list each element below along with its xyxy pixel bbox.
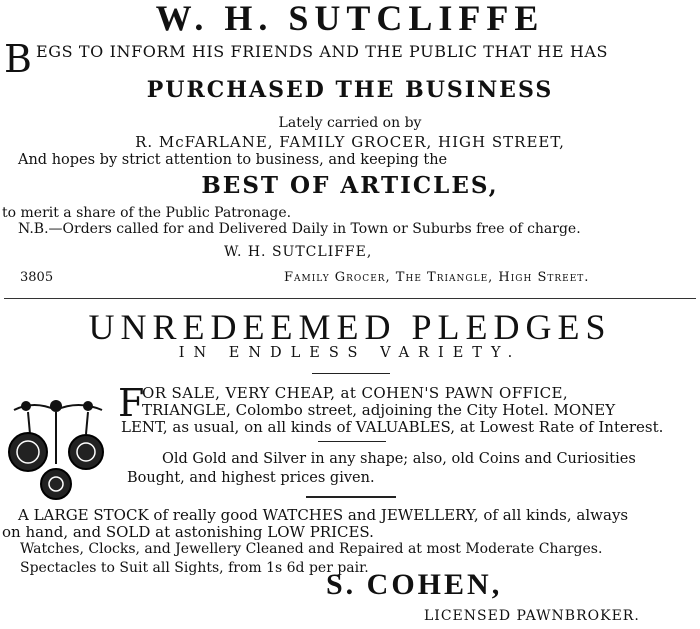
sale-line-3: LENT, as usual, on all kinds of VALUABLES, at Lowest Rate of Interest. bbox=[121, 418, 664, 436]
previous-owner: R. McFARLANE, FAMILY GROCER, HIGH STREET, bbox=[135, 133, 565, 151]
short-rule-1 bbox=[312, 373, 390, 374]
sale-line-1: OR SALE, VERY CHEAP, at COHEN'S PAWN OFFICE, bbox=[142, 384, 569, 402]
nb-notice: N.B.—Orders called for and Delivered Daily in Town or Suburbs free of charge. bbox=[18, 221, 581, 237]
gold-line-2: Bought, and highest prices given. bbox=[127, 470, 375, 486]
ad-number: 3805 bbox=[20, 270, 54, 285]
repair-line: Watches, Clocks, and Jewellery Cleaned and Repaired at most Moderate Charges. bbox=[20, 541, 603, 557]
short-rule-3 bbox=[306, 496, 396, 498]
merit-text: to merit a share of the Public Patronage. bbox=[2, 205, 292, 221]
stock-line-2: on hand, and SOLD at astonishing LOW PRICES. bbox=[2, 523, 374, 541]
purchased-headline: PURCHASED THE BUSINESS bbox=[146, 77, 554, 103]
sutcliffe-signature: W. H. SUTCLIFFE, bbox=[224, 244, 373, 260]
cohen-signature: S. COHEN, bbox=[326, 568, 503, 601]
best-of-articles: BEST OF ARTICLES, bbox=[201, 172, 499, 199]
drop-cap-b: B bbox=[4, 37, 32, 81]
pledges-title: UNREDEEMED PLEDGES bbox=[88, 307, 612, 347]
sale-line-2: TRIANGLE, Colombo street, adjoining the City Hotel. MONEY bbox=[142, 401, 616, 419]
lately-text: Lately carried on by bbox=[278, 115, 422, 131]
short-rule-2 bbox=[318, 441, 386, 442]
separator-rule bbox=[4, 298, 696, 299]
pledges-subtitle: IN ENDLESS VARIETY. bbox=[178, 345, 522, 361]
spectacles-line: Spectacles to Suit all Sights, from 1s 6d per pair. bbox=[20, 560, 369, 576]
pocket-watches-icon bbox=[4, 392, 114, 502]
drop-cap-f: F bbox=[118, 381, 145, 425]
sutcliffe-address: Family Grocer, The Triangle, High Street. bbox=[284, 270, 590, 285]
cohen-role: LICENSED PAWNBROKER. bbox=[424, 608, 640, 624]
gold-line-1: Old Gold and Silver in any shape; also, old Coins and Curiosities bbox=[162, 451, 636, 467]
sutcliffe-title: W. H. SUTCLIFFE bbox=[155, 0, 545, 38]
announcement-line: EGS TO INFORM HIS FRIENDS AND THE PUBLIC THAT HE HAS bbox=[36, 42, 609, 61]
hopes-text: And hopes by strict attention to business, and keeping the bbox=[18, 152, 448, 168]
stock-line-1: A LARGE STOCK of really good WATCHES and JEWELLERY, of all kinds, always bbox=[18, 506, 629, 524]
